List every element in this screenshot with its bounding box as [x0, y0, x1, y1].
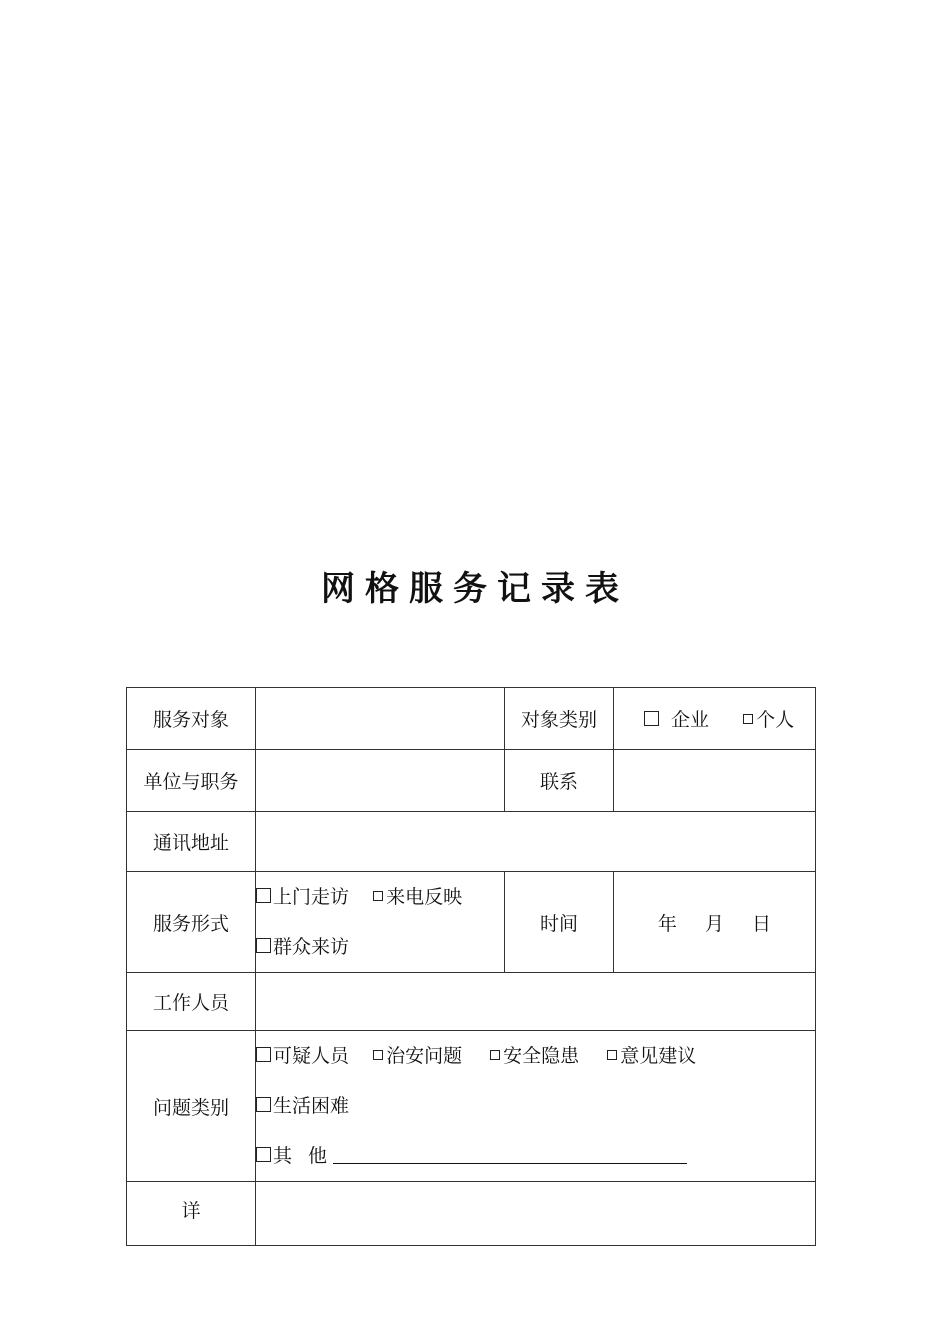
option-suspicious-person[interactable]: 可疑人员 — [256, 1031, 349, 1081]
option-public-security[interactable]: 治安问题 — [373, 1031, 462, 1081]
address-field[interactable] — [256, 812, 816, 872]
option-living-hardship[interactable]: 生活困难 — [256, 1081, 349, 1131]
issue-type-label: 问题类别 — [127, 1031, 256, 1182]
time-label: 时间 — [505, 872, 614, 973]
checkbox-suggestion[interactable] — [607, 1050, 617, 1060]
page-title: 网格服务记录表 — [321, 569, 629, 609]
detail-field[interactable] — [256, 1182, 816, 1246]
service-form-options — [256, 872, 505, 973]
option-other[interactable]: 其 他 — [256, 1131, 327, 1181]
option-phone-report[interactable]: 来电反映 — [373, 872, 462, 922]
unit-position-field[interactable] — [256, 750, 505, 812]
service-form-label: 服务形式 — [127, 872, 256, 973]
target-type-options — [614, 688, 816, 750]
option-home-visit[interactable]: 上门走访 — [256, 872, 349, 922]
row-issue-type — [127, 1031, 816, 1182]
service-record-form — [126, 687, 816, 1246]
checkbox-suspicious-person[interactable] — [256, 1047, 271, 1062]
checkbox-individual[interactable] — [743, 714, 753, 724]
unit-position-label: 单位与职务 — [127, 750, 256, 812]
staff-label: 工作人员 — [127, 973, 256, 1031]
checkbox-public-visit[interactable] — [256, 938, 271, 953]
checkbox-safety-hazard[interactable] — [490, 1050, 500, 1060]
detail-label: 详 — [127, 1182, 256, 1246]
option-suggestion[interactable]: 意见建议 — [607, 1031, 696, 1081]
row-staff — [127, 973, 816, 1031]
row-detail — [127, 1182, 816, 1246]
checkbox-living-hardship[interactable] — [256, 1097, 271, 1112]
row-service-target — [127, 688, 816, 750]
other-blank-line[interactable] — [333, 1141, 687, 1164]
row-service-form — [127, 872, 816, 973]
row-unit-position — [127, 750, 816, 812]
checkbox-public-security[interactable] — [373, 1050, 383, 1060]
date-field[interactable] — [614, 872, 816, 973]
contact-field[interactable] — [614, 750, 816, 812]
target-type-label: 对象类别 — [505, 688, 614, 750]
checkbox-other[interactable] — [256, 1147, 271, 1162]
option-safety-hazard[interactable]: 安全隐患 — [490, 1031, 579, 1081]
option-individual[interactable]: 个人 — [743, 705, 794, 732]
address-label: 通讯地址 — [127, 812, 256, 872]
service-target-field[interactable] — [256, 688, 505, 750]
issue-type-options — [256, 1031, 816, 1182]
option-enterprise[interactable]: 企业 — [644, 705, 709, 732]
month-unit: 月 — [704, 912, 724, 935]
day-unit: 日 — [752, 912, 772, 935]
contact-label: 联系 — [505, 750, 614, 812]
staff-field[interactable] — [256, 973, 816, 1031]
checkbox-home-visit[interactable] — [256, 888, 271, 903]
option-public-visit[interactable]: 群众来访 — [256, 922, 349, 972]
service-target-label: 服务对象 — [127, 688, 256, 750]
checkbox-enterprise[interactable] — [644, 711, 659, 726]
checkbox-phone-report[interactable] — [373, 891, 383, 901]
year-unit: 年 — [657, 912, 677, 935]
row-address — [127, 812, 816, 872]
